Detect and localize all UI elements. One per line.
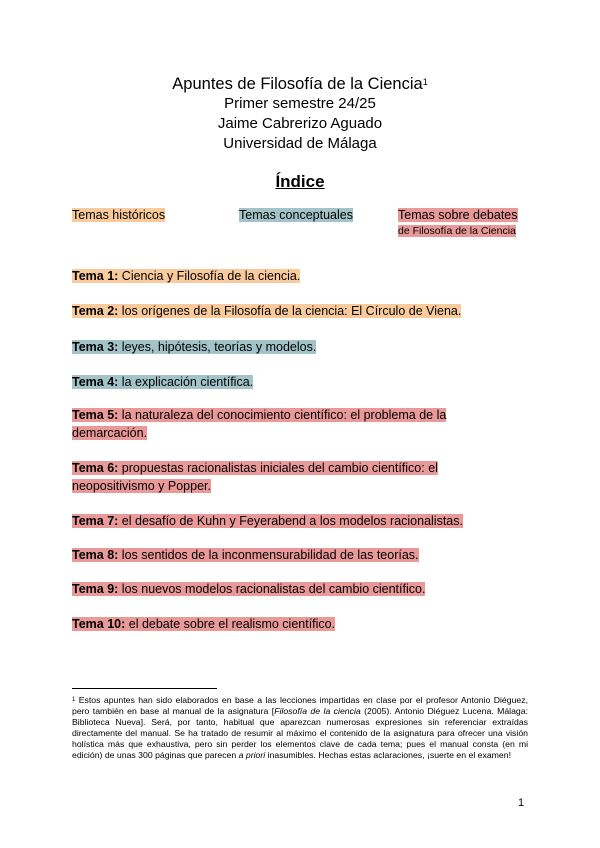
topic-label: Tema 5:	[72, 408, 119, 422]
topic-highlight	[72, 304, 461, 318]
topic-text: el desafío de Kuhn y Feyerabend a los modelos racionalistas.	[118, 514, 463, 528]
topic-label: Tema 7:	[72, 514, 119, 528]
legend-debates-line2: de Filosofía de la Ciencia	[398, 225, 516, 237]
topic-text: los nuevos modelos racionalistas del cambio científico.	[118, 582, 426, 596]
topic-highlight	[72, 340, 316, 354]
topic-text: los orígenes de la Filosofía de la ciencia: El Círculo de Viena.	[118, 304, 462, 318]
topic-highlight	[72, 617, 335, 631]
topic-label: Tema 10:	[72, 617, 126, 631]
legend-conceptual: Temas conceptuales	[239, 208, 353, 222]
legend-debates	[398, 208, 518, 239]
topic-5[interactable]	[72, 406, 492, 442]
topic-9[interactable]	[72, 580, 492, 598]
topic-text: la naturaleza del conocimiento científico: el problema de la demarcación.	[72, 408, 447, 440]
topic-highlight	[72, 461, 438, 493]
topic-label: Tema 2:	[72, 304, 119, 318]
document-title: Apuntes de Filosofía de la Ciencia$^1$	[172, 75, 428, 93]
topic-text: propuestas racionalistas iniciales del cambio científico: el neopositivismo y Popper.	[72, 461, 438, 493]
page-number: 1	[518, 797, 525, 809]
topic-highlight	[72, 269, 300, 283]
topic-8[interactable]	[72, 546, 492, 564]
topic-text: leyes, hipótesis, teorías y modelos.	[118, 340, 317, 354]
topic-highlight	[72, 375, 253, 389]
footnote-a-priori: a priori	[238, 750, 266, 760]
topic-highlight	[72, 582, 425, 596]
topic-7[interactable]	[72, 512, 492, 530]
topic-text: Ciencia y Filosofía de la ciencia.	[118, 269, 301, 283]
topic-label: Tema 4:	[72, 375, 119, 389]
topic-text: el debate sobre el realismo científico.	[125, 617, 336, 631]
author-line: Jaime Cabrerizo Aguado	[217, 115, 383, 132]
topic-label: Tema 6:	[72, 461, 119, 475]
topic-label: Tema 9:	[72, 582, 119, 596]
legend-debates-line1: Temas sobre debates	[398, 208, 518, 222]
document-header	[0, 74, 600, 154]
topic-highlight	[72, 408, 446, 440]
index-heading: Índice	[275, 172, 325, 191]
topic-3[interactable]	[72, 338, 492, 356]
topic-label: Tema 3:	[72, 340, 119, 354]
topic-label: Tema 1:	[72, 269, 119, 283]
footnote-separator	[72, 688, 217, 689]
topic-10[interactable]	[72, 615, 492, 633]
topic-4[interactable]	[72, 373, 492, 391]
university-line: Universidad de Málaga	[223, 135, 377, 152]
topic-1[interactable]	[72, 267, 492, 285]
topic-2[interactable]	[72, 302, 492, 320]
footnote-book-title: Filosofía de la ciencia	[274, 706, 361, 716]
color-legend	[72, 207, 532, 243]
topic-label: Tema 8:	[72, 548, 119, 562]
topic-6[interactable]	[72, 459, 492, 495]
footnote-mark: 1	[72, 697, 76, 703]
footnote: $^1$ Estos apuntes han sido elaborados en base a las lecciones impartidas en clase por el profesor Antonio Diéguez, pero también en base al manual de la asignatura [Filosofía de la ciencia (2005). Antonio Diéguez Lucena. Málaga: Biblioteca Nueva]. Será, por tanto, habitual que aparezcan numerosas expresiones sin referenciar extraídas directamente del manual. Se ha tratado de resumir al máximo el contenido de la asignatura para ofrecer una visión holística más que exhaustiva, pero sin perder los elementos clave de cada tema; pues el manual consta (en mi edición) de unas 300 páginas que parecen a priori inasumibles. Hechas estas aclaraciones, ¡suerte en el examen!	[72, 695, 529, 760]
title-footnote-mark[interactable]: 1	[422, 77, 428, 87]
topic-highlight	[72, 548, 419, 562]
semester-line: Primer semestre 24/25	[224, 95, 376, 112]
topic-text: los sentidos de la inconmensurabilidad de las teorías.	[118, 548, 419, 562]
topic-text: la explicación científica.	[118, 375, 254, 389]
topic-highlight	[72, 514, 463, 528]
legend-historical: Temas históricos	[72, 208, 166, 222]
